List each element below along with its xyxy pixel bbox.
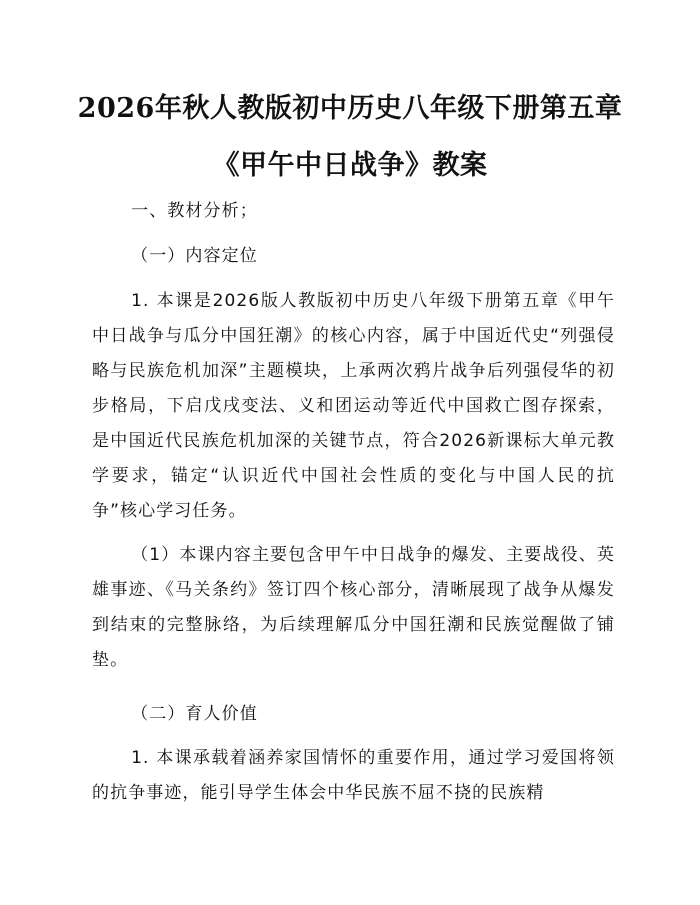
subsection-heading-educational-value: （二）育人价值 xyxy=(131,704,258,724)
paragraph-educational-value-1: 1. 本课承载着涵养家国情怀的重要作用，通过学习爱国将领的抗争事迹，能引导学生体会中华民族不屈不挠的民族精 xyxy=(92,748,615,803)
paragraph-content-positioning-2: （1）本课内容主要包含甲午中日战争的爆发、主要战役、英雄事迹、《马关条约》签订四个核心部分，清晰展现了战争从爆发到结束的完整脉络，为后续理解瓜分中国狂潮和民族觉醒做了铺垫。 xyxy=(92,545,615,670)
subsection-heading-content-positioning: （一）内容定位 xyxy=(131,246,258,266)
document-title-line1: 2026年秋人教版初中历史八年级下册第五章 xyxy=(77,93,623,124)
paragraph-content-positioning-1: 1. 本课是2026版人教版初中历史八年级下册第五章《甲午中日战争与瓜分中国狂潮》的核心内容，属于中国近代史“列强侵略与民族危机加深”主题模块，上承两次鸦片战争后列强侵华的初步格局，下启戊戌变法、义和团运动等近代中国救亡图存探索，是中国近代民族危机加深的关键节点，符合2026新课标大单元教学要求，锚定“认识近代中国社会性质的变化与中国人民的抗争”核心学习任务。 xyxy=(92,291,615,521)
section-heading-teaching-material-analysis: 一、教材分析； xyxy=(131,201,258,221)
document-title-line2: 《甲午中日战争》教案 xyxy=(212,150,488,181)
